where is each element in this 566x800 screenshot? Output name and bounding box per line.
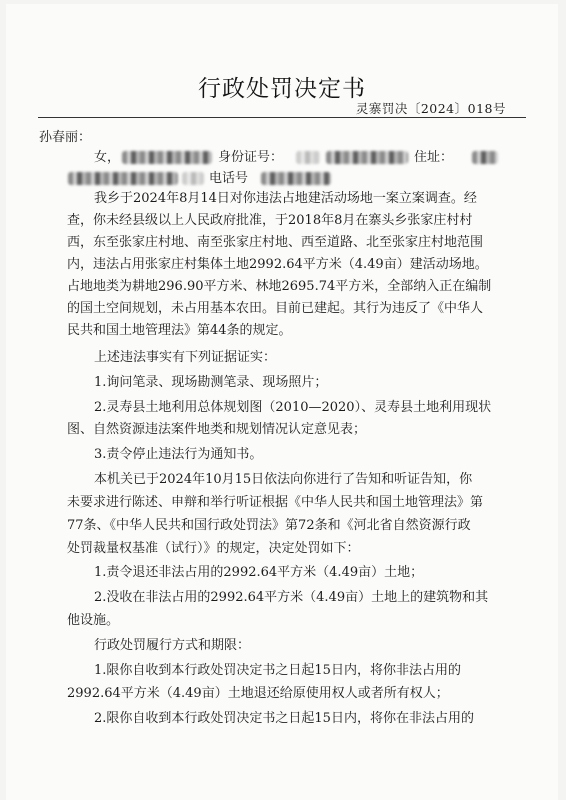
body-line: 他设施。 xyxy=(67,613,120,628)
body-line: 查，你未经县级以上人民政府批准，于2018年8月在寨头乡张家庄村村 xyxy=(67,213,473,228)
redacted-address-part xyxy=(182,172,204,185)
addressee: 孙春丽： xyxy=(39,130,92,145)
id-label: 身份证号： xyxy=(218,150,284,165)
header-rule xyxy=(38,117,526,118)
body-line: 上述违法事实有下列证据证实： xyxy=(94,350,277,365)
redacted-id-part xyxy=(296,151,320,164)
body-line: 我乡于2024年8月14日对你违法占地建活动场地一案立案调查。经 xyxy=(94,191,477,206)
redacted-phone xyxy=(261,172,331,185)
body-line: 77条、《中华人民共和国行政处罚法》第72条和《河北省自然资源行政 xyxy=(67,518,471,533)
redacted-id-number xyxy=(326,151,408,164)
evidence-item: 2.灵寿县土地利用总体规划图（2010—2020）、灵寿县土地利用现状 xyxy=(94,400,492,415)
penalty-item: 1.责令退还非法占用的2992.64平方米（4.49亩）土地； xyxy=(94,565,424,580)
redacted-address xyxy=(472,151,498,164)
body-line: 西，东至张家庄村地、南至张家庄村地、西至道路、北至张家庄村地范围 xyxy=(67,235,484,250)
redacted-birthdate xyxy=(122,151,212,164)
address-label: 住址： xyxy=(414,150,454,165)
document-number: 灵寨罚决〔2024〕018号 xyxy=(355,101,506,116)
gender-label: 女， xyxy=(94,150,121,165)
evidence-item: 3.责令停止违法行为通知书。 xyxy=(94,447,263,462)
document-page xyxy=(6,4,558,800)
body-line: 民共和国土地管理法》第44条的规定。 xyxy=(67,323,292,338)
redacted-address-cont xyxy=(68,172,178,185)
document-title: 行政处罚决定书 xyxy=(198,76,366,102)
body-line: 占地地类为耕地296.90平方米、林地2695.74平方米，全部纳入正在编制 xyxy=(67,279,492,294)
body-line: 内，违法占用张家庄村集体土地2992.64平方米（4.49亩）建活动场地。 xyxy=(67,257,488,272)
body-line: 处罚裁量权基准（试行）》的规定，决定处罚如下： xyxy=(67,541,360,556)
body-line: 的国土空间规划，未占用基本农田。目前已建起。其行为违反了《中华人 xyxy=(67,301,484,316)
body-line: 本机关已于2024年10月15日依法向你进行了告知和听证告知，你 xyxy=(94,472,473,487)
body-line: 未要求进行陈述、申辩和举行听证根据《中华人民共和国土地管理法》第 xyxy=(67,495,484,510)
deadline-item: 2.限你自收到本行政处罚决定书之日起15日内，将你在非法占用的 xyxy=(94,711,474,726)
body-line: 图、自然资源违法案件地类和规划情况认定意见表； xyxy=(67,422,367,437)
body-line: 2992.64平方米（4.49亩）土地退还给原使用权人或者所有权人； xyxy=(67,686,449,701)
section-heading: 行政处罚履行方式和期限： xyxy=(94,638,251,653)
penalty-item: 2.没收在非法占用的2992.64平方米（4.49亩）土地上的建筑物和其 xyxy=(94,590,489,605)
phone-label: 电话号 xyxy=(209,171,249,186)
deadline-item: 1.限你自收到本行政处罚决定书之日起15日内，将你非法占用的 xyxy=(94,663,461,678)
evidence-item: 1.询问笔录、现场勘测笔录、现场照片； xyxy=(94,375,328,390)
